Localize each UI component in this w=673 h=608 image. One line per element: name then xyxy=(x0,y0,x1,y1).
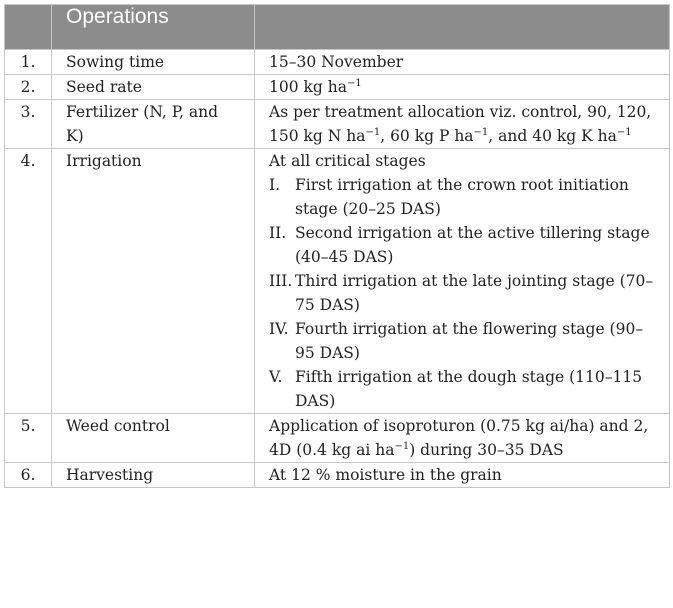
list-item xyxy=(269,365,655,413)
operation-detail xyxy=(255,100,670,149)
operation-name: Fertilizer (N, P, and K) xyxy=(52,100,255,149)
roman-numeral: I. xyxy=(269,176,281,194)
list-item-text: Fifth irrigation at the dough stage (110–115 DAS) xyxy=(295,368,643,410)
operation-name: Seed rate xyxy=(52,75,255,100)
row-number: 5. xyxy=(5,414,52,463)
list-item-text: Third irrigation at the late jointing stage (70–75 DAS) xyxy=(295,272,654,314)
table-header-row xyxy=(5,5,670,50)
detail-superscript: −1 xyxy=(346,78,362,89)
detail-superscript: −1 xyxy=(473,127,489,138)
list-item-text: First irrigation at the crown root initiation stage (20–25 DAS) xyxy=(295,176,629,218)
detail-text: 100 kg ha xyxy=(269,78,347,96)
irrigation-list xyxy=(269,173,655,413)
table-row xyxy=(5,100,670,149)
roman-numeral: II. xyxy=(269,224,287,242)
operation-name: Sowing time xyxy=(52,50,255,75)
row-number: 6. xyxy=(5,463,52,488)
header-operations: Operations xyxy=(52,5,255,50)
detail-text: , and 40 kg K ha xyxy=(488,127,617,145)
row-number: 4. xyxy=(5,149,52,414)
row-number: 1. xyxy=(5,50,52,75)
detail-superscript: −1 xyxy=(616,127,632,138)
operation-detail xyxy=(255,414,670,463)
detail-superscript: −1 xyxy=(394,441,410,452)
operation-name: Weed control xyxy=(52,414,255,463)
table-row xyxy=(5,149,670,414)
row-number: 3. xyxy=(5,100,52,149)
operation-name: Harvesting xyxy=(52,463,255,488)
list-item xyxy=(269,269,655,317)
list-item xyxy=(269,317,655,365)
detail-text: As per treatment allocation viz. control, 90, 120, 150 kg N ha xyxy=(269,103,652,145)
list-item-text: Second irrigation at the active tillering stage (40–45 DAS) xyxy=(295,224,650,266)
table-row xyxy=(5,463,670,488)
operation-name: Irrigation xyxy=(52,149,255,414)
operation-detail xyxy=(255,149,670,414)
list-item xyxy=(269,173,655,221)
detail-superscript: −1 xyxy=(365,127,381,138)
header-detail-cell xyxy=(255,5,670,50)
roman-numeral: IV. xyxy=(269,320,289,338)
detail-text: ) during 30–35 DAS xyxy=(409,441,564,459)
detail-text: , 60 kg P ha xyxy=(380,127,474,145)
table-row xyxy=(5,75,670,100)
operations-table xyxy=(4,4,670,488)
operation-detail xyxy=(255,75,670,100)
table-row xyxy=(5,414,670,463)
operation-detail: 15–30 November xyxy=(255,50,670,75)
list-item xyxy=(269,221,655,269)
detail-text: Application of isoproturon (0.75 kg ai/ha) and 2, 4D (0.4 kg ai ha xyxy=(269,417,649,459)
table-row xyxy=(5,50,670,75)
list-item-text: Fourth irrigation at the flowering stage (90–95 DAS) xyxy=(295,320,644,362)
row-number: 2. xyxy=(5,75,52,100)
detail-lead: At all critical stages xyxy=(269,152,426,170)
roman-numeral: III. xyxy=(269,272,293,290)
operation-detail: At 12 % moisture in the grain xyxy=(255,463,670,488)
roman-numeral: V. xyxy=(269,368,283,386)
header-empty-cell xyxy=(5,5,52,50)
